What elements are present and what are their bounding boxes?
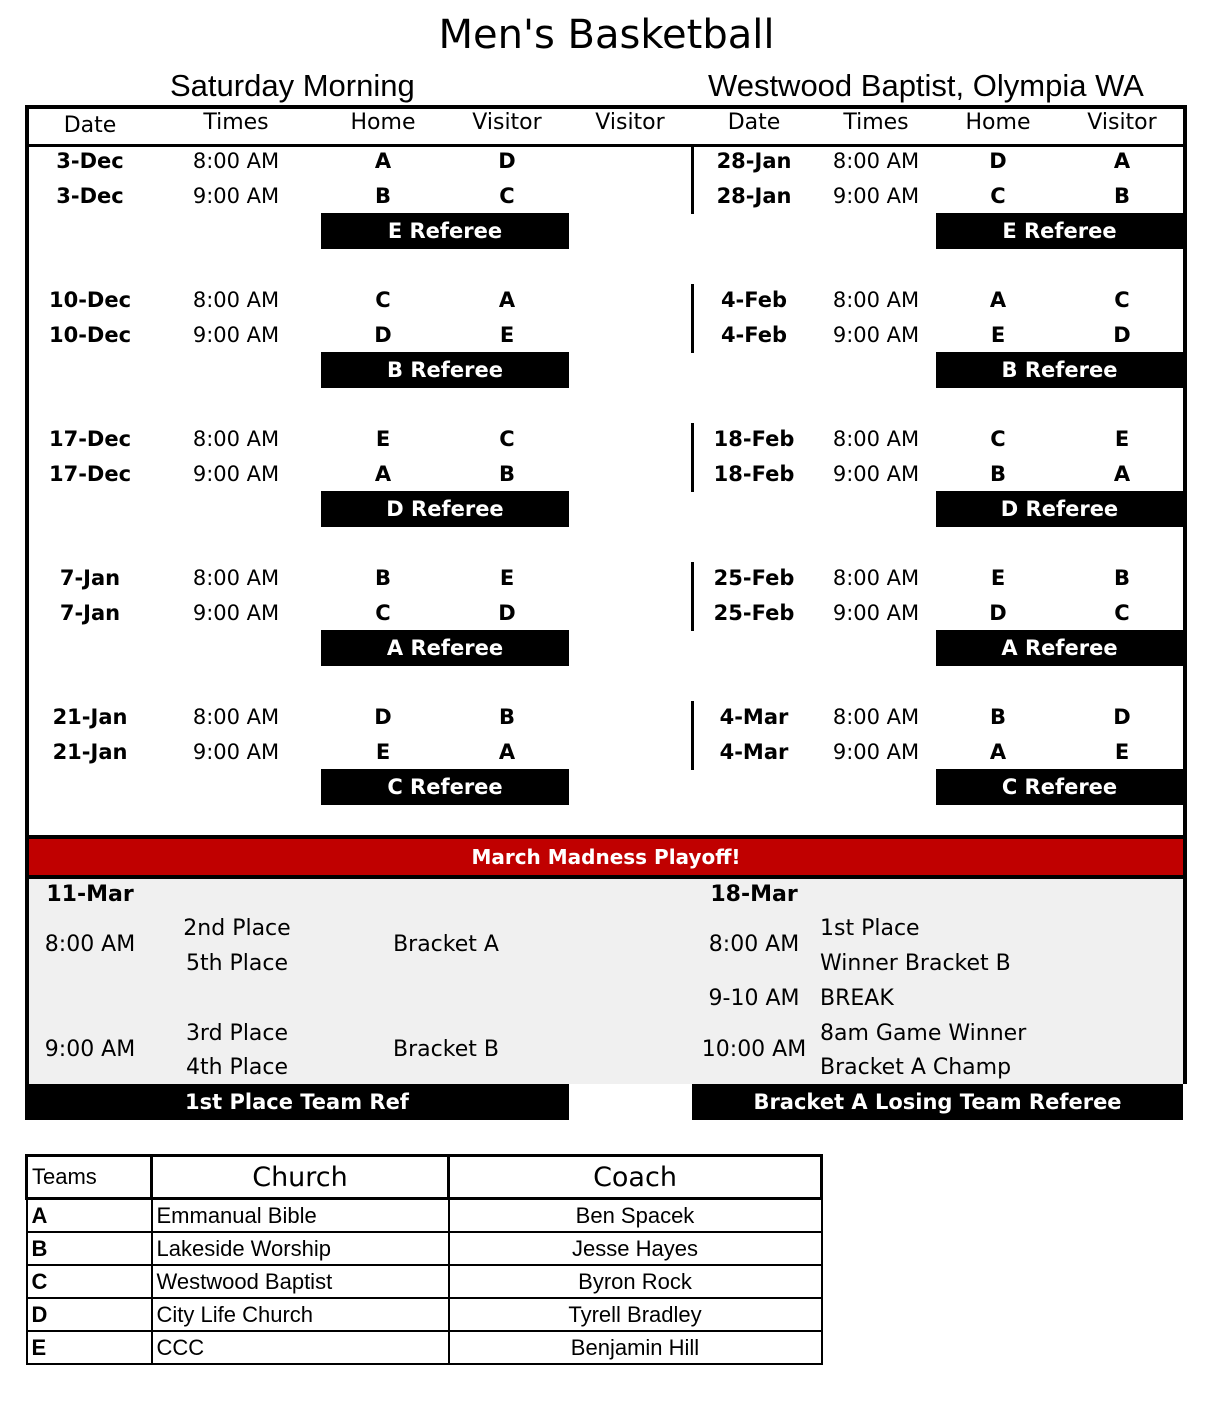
referee-badge-right: A Referee [936,630,1183,666]
game-visitor-team: D [498,149,516,173]
game-time: 8:00 AM [832,149,920,173]
header-visitor-left: Visitor [472,110,542,135]
team-church: Emmanual Bible [152,1199,449,1233]
game-visitor-team: A [498,740,516,764]
playoff-ref-right: Bracket A Losing Team Referee [692,1084,1183,1120]
game-date: 10-Dec [48,288,132,312]
game-time: 9:00 AM [832,184,920,208]
game-date: 25-Feb [713,601,795,625]
subtitle-location: Westwood Baptist, Olympia WA [708,68,1144,103]
game-visitor-team: A [498,288,516,312]
game-visitor-team: C [499,427,515,451]
teams-table [25,1154,823,1365]
game-home-team: D [374,705,392,729]
team-coach: Tyrell Bradley [449,1298,822,1331]
game-date: 28-Jan [716,149,792,173]
playoff-day1-slot2-time: 9:00 AM [44,1037,136,1062]
table-row [27,1199,822,1233]
game-visitor-team: A [1113,462,1131,486]
game-time: 9:00 AM [832,323,920,347]
game-visitor-team: E [499,566,515,590]
playoff-day2-break-label: BREAK [820,986,894,1011]
header-times-right: Times [843,110,909,135]
header-home-right: Home [965,110,1031,135]
game-visitor-team: E [499,323,515,347]
header-visitor-right: Visitor [1087,110,1157,135]
playoff-day2-slot1-team2: Winner Bracket B [820,951,1011,976]
game-home-team: D [989,149,1007,173]
playoff-day1-slot1-team2: 5th Place [185,951,289,976]
team-church: City Life Church [152,1298,449,1331]
header-visitor-extra: Visitor [595,110,665,135]
game-date: 18-Feb [713,427,795,451]
table-row [27,1298,822,1331]
game-time: 8:00 AM [192,566,280,590]
game-date: 25-Feb [713,566,795,590]
team-letter: C [27,1265,152,1298]
playoff-day2-slot2-time: 10:00 AM [701,1037,807,1062]
game-date: 4-Feb [720,288,788,312]
playoff-day1-slot2-bracket: Bracket B [393,1037,499,1062]
table-row [27,1265,822,1298]
game-time: 9:00 AM [832,462,920,486]
game-date: 10-Dec [48,323,132,347]
teams-header-teams: Teams [27,1156,152,1199]
game-home-team: E [990,566,1006,590]
game-time: 8:00 AM [192,427,280,451]
game-home-team: E [990,323,1006,347]
game-home-team: D [989,601,1007,625]
game-date: 28-Jan [716,184,792,208]
game-visitor-team: D [1113,705,1131,729]
referee-badge-left: D Referee [321,491,569,527]
table-row [27,1331,822,1364]
game-time: 8:00 AM [832,705,920,729]
game-time: 9:00 AM [192,740,280,764]
playoff-day1-date: 11-Mar [46,882,134,907]
playoff-day1-slot1-time: 8:00 AM [44,932,136,957]
game-date: 4-Feb [720,323,788,347]
game-date: 7-Jan [59,566,121,590]
playoff-day1-slot2-team1: 3rd Place [185,1021,289,1046]
game-home-team: A [374,462,392,486]
game-date: 17-Dec [48,462,132,486]
game-date: 4-Mar [719,740,789,764]
game-home-team: B [989,462,1006,486]
teams-header-coach: Coach [449,1156,822,1199]
game-date: 21-Jan [52,740,128,764]
subtitle-schedule-day: Saturday Morning [170,68,415,103]
referee-badge-left: B Referee [321,352,569,388]
game-home-team: B [989,705,1006,729]
game-home-team: A [989,288,1007,312]
header-divider [25,144,1187,147]
game-home-team: B [374,566,391,590]
game-visitor-team: A [1113,149,1131,173]
playoff-day1-slot2-team2: 4th Place [185,1055,289,1080]
teams-table-header [27,1156,822,1199]
game-visitor-team: B [498,462,515,486]
game-date: 17-Dec [48,427,132,451]
playoff-day2-slot2-team2: Bracket A Champ [820,1055,1012,1080]
page-title: Men's Basketball [438,12,775,58]
header-date-right: Date [727,110,781,135]
header-times-left: Times [203,110,269,135]
game-visitor-team: C [499,184,515,208]
game-home-team: C [375,288,391,312]
game-home-team: B [374,184,391,208]
playoff-day2-slot2-team1: 8am Game Winner [820,1021,1027,1046]
header-date-left: Date [63,113,117,138]
game-home-team: C [990,184,1006,208]
referee-badge-left: A Referee [321,630,569,666]
playoff-day2-slot1-time: 8:00 AM [708,932,800,957]
playoff-day2-date: 18-Mar [710,882,798,907]
game-date: 7-Jan [59,601,121,625]
referee-badge-left: E Referee [321,213,569,249]
playoff-day1-slot1-team1: 2nd Place [183,916,291,941]
referee-badge-right: D Referee [936,491,1183,527]
game-time: 8:00 AM [192,149,280,173]
team-coach: Byron Rock [449,1265,822,1298]
team-letter: B [27,1232,152,1265]
game-date: 21-Jan [52,705,128,729]
table-row [27,1232,822,1265]
game-visitor-team: E [1114,427,1130,451]
team-coach: Ben Spacek [449,1199,822,1233]
game-date: 3-Dec [56,184,124,208]
referee-badge-right: B Referee [936,352,1183,388]
game-time: 8:00 AM [832,566,920,590]
referee-badge-right: E Referee [936,213,1183,249]
game-home-team: D [374,323,392,347]
game-visitor-team: D [498,601,516,625]
team-church: Westwood Baptist [152,1265,449,1298]
playoff-banner: March Madness Playoff! [25,835,1187,879]
game-time: 9:00 AM [192,462,280,486]
team-coach: Benjamin Hill [449,1331,822,1364]
game-time: 8:00 AM [192,288,280,312]
game-time: 8:00 AM [832,288,920,312]
game-time: 8:00 AM [192,705,280,729]
game-home-team: C [990,427,1006,451]
game-visitor-team: E [1114,740,1130,764]
playoff-area [25,879,1187,1084]
game-visitor-team: D [1113,323,1131,347]
game-home-team: A [374,149,392,173]
playoff-ref-left: 1st Place Team Ref [25,1084,569,1120]
game-date: 3-Dec [56,149,124,173]
game-time: 9:00 AM [192,323,280,347]
game-visitor-team: C [1114,288,1130,312]
team-church: CCC [152,1331,449,1364]
game-visitor-team: C [1114,601,1130,625]
team-church: Lakeside Worship [152,1232,449,1265]
playoff-day2-slot1-team1: 1st Place [820,916,920,941]
playoff-day1-slot1-bracket: Bracket A [393,932,499,957]
game-home-team: C [375,601,391,625]
game-home-team: E [375,740,391,764]
game-date: 4-Mar [719,705,789,729]
header-home-left: Home [350,110,416,135]
game-time: 9:00 AM [832,601,920,625]
teams-header-church: Church [152,1156,449,1199]
game-time: 9:00 AM [192,601,280,625]
game-visitor-team: B [498,705,515,729]
game-home-team: A [989,740,1007,764]
game-time: 9:00 AM [832,740,920,764]
team-letter: D [27,1298,152,1331]
playoff-day2-break-time: 9-10 AM [708,986,800,1011]
game-date: 18-Feb [713,462,795,486]
referee-badge-right: C Referee [936,769,1183,805]
game-home-team: E [375,427,391,451]
team-letter: A [27,1199,152,1233]
team-coach: Jesse Hayes [449,1232,822,1265]
team-letter: E [27,1331,152,1364]
game-visitor-team: B [1113,184,1130,208]
game-time: 8:00 AM [832,427,920,451]
game-visitor-team: B [1113,566,1130,590]
referee-badge-left: C Referee [321,769,569,805]
game-time: 9:00 AM [192,184,280,208]
